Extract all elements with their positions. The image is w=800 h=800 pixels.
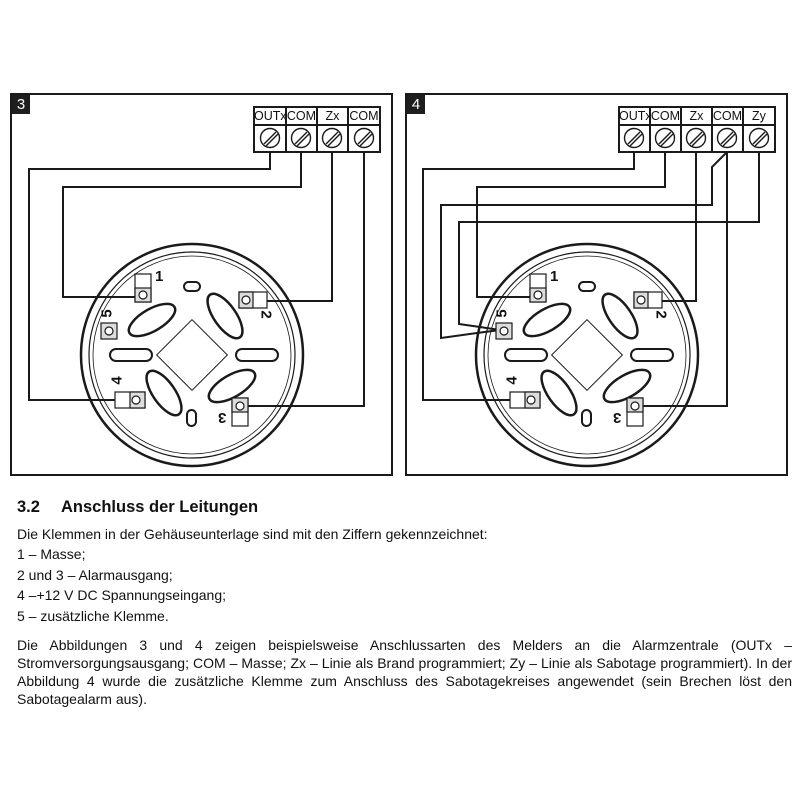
terminal-label: COM: [286, 109, 317, 123]
terminal-list-item: 5 – zusätzliche Klemme.: [17, 607, 169, 624]
base-terminal-number: 3: [218, 409, 227, 426]
base-terminal-number: 1: [155, 268, 164, 285]
terminal-label: COM: [712, 109, 743, 123]
terminal-label: OUTx: [619, 109, 652, 123]
terminal-labels-fig4: [619, 108, 775, 125]
section-heading: [17, 498, 258, 517]
base-terminal-number: 5: [493, 309, 511, 318]
base-terminal-number: 4: [503, 376, 521, 385]
base-terminal-number: 1: [550, 268, 559, 285]
description-paragraph: Die Abbildungen 3 und 4 zeigen beispielsweise Anschlussarten des Melders an die Alarmzentrale (OUTx – Stromversorgungsausgang; COM – Masse; Zx – Linie als Brand programmiert; Zy – Linie als Sabotage programmiert). In der Abbildung 4 wurde die zusätzliche Klemme zum Anschluss des Sabotagekreises angewendet (sein Brechen löst den Sabotagealarm aus).: [17, 637, 792, 707]
base-terminal-number: 5: [98, 309, 116, 318]
base-terminal-number: 3: [613, 409, 622, 426]
figure-number: 3: [12, 95, 30, 114]
section-title: Anschluss der Leitungen: [61, 498, 259, 516]
terminal-label: Zy: [752, 109, 766, 123]
terminal-label: COM: [349, 109, 379, 123]
detector-base-fig4: [476, 244, 698, 466]
terminal-list-item: 4 –+12 V DC Spannungseingang;: [17, 587, 226, 603]
section-number: 3.2: [17, 498, 40, 516]
terminal-list-item: 1 – Masse;: [17, 546, 86, 562]
base-terminal-number: 4: [108, 376, 126, 385]
terminal-list: [17, 544, 226, 626]
intro-text: Die Klemmen in der Gehäuseunterlage sind mit den Ziffern gekennzeichnet:: [17, 526, 488, 542]
terminal-label: COM: [650, 109, 681, 123]
terminal-label: OUTx: [254, 109, 287, 123]
terminal-list-item: 2 und 3 – Alarmausgang;: [17, 566, 173, 583]
base-terminal-number: 2: [257, 310, 275, 319]
terminal-label: Zx: [689, 109, 704, 123]
base-terminal-number: 2: [652, 310, 670, 319]
wires-fig4: [423, 152, 759, 406]
terminal-label: Zx: [325, 109, 340, 123]
figure-number: 4: [407, 95, 425, 114]
